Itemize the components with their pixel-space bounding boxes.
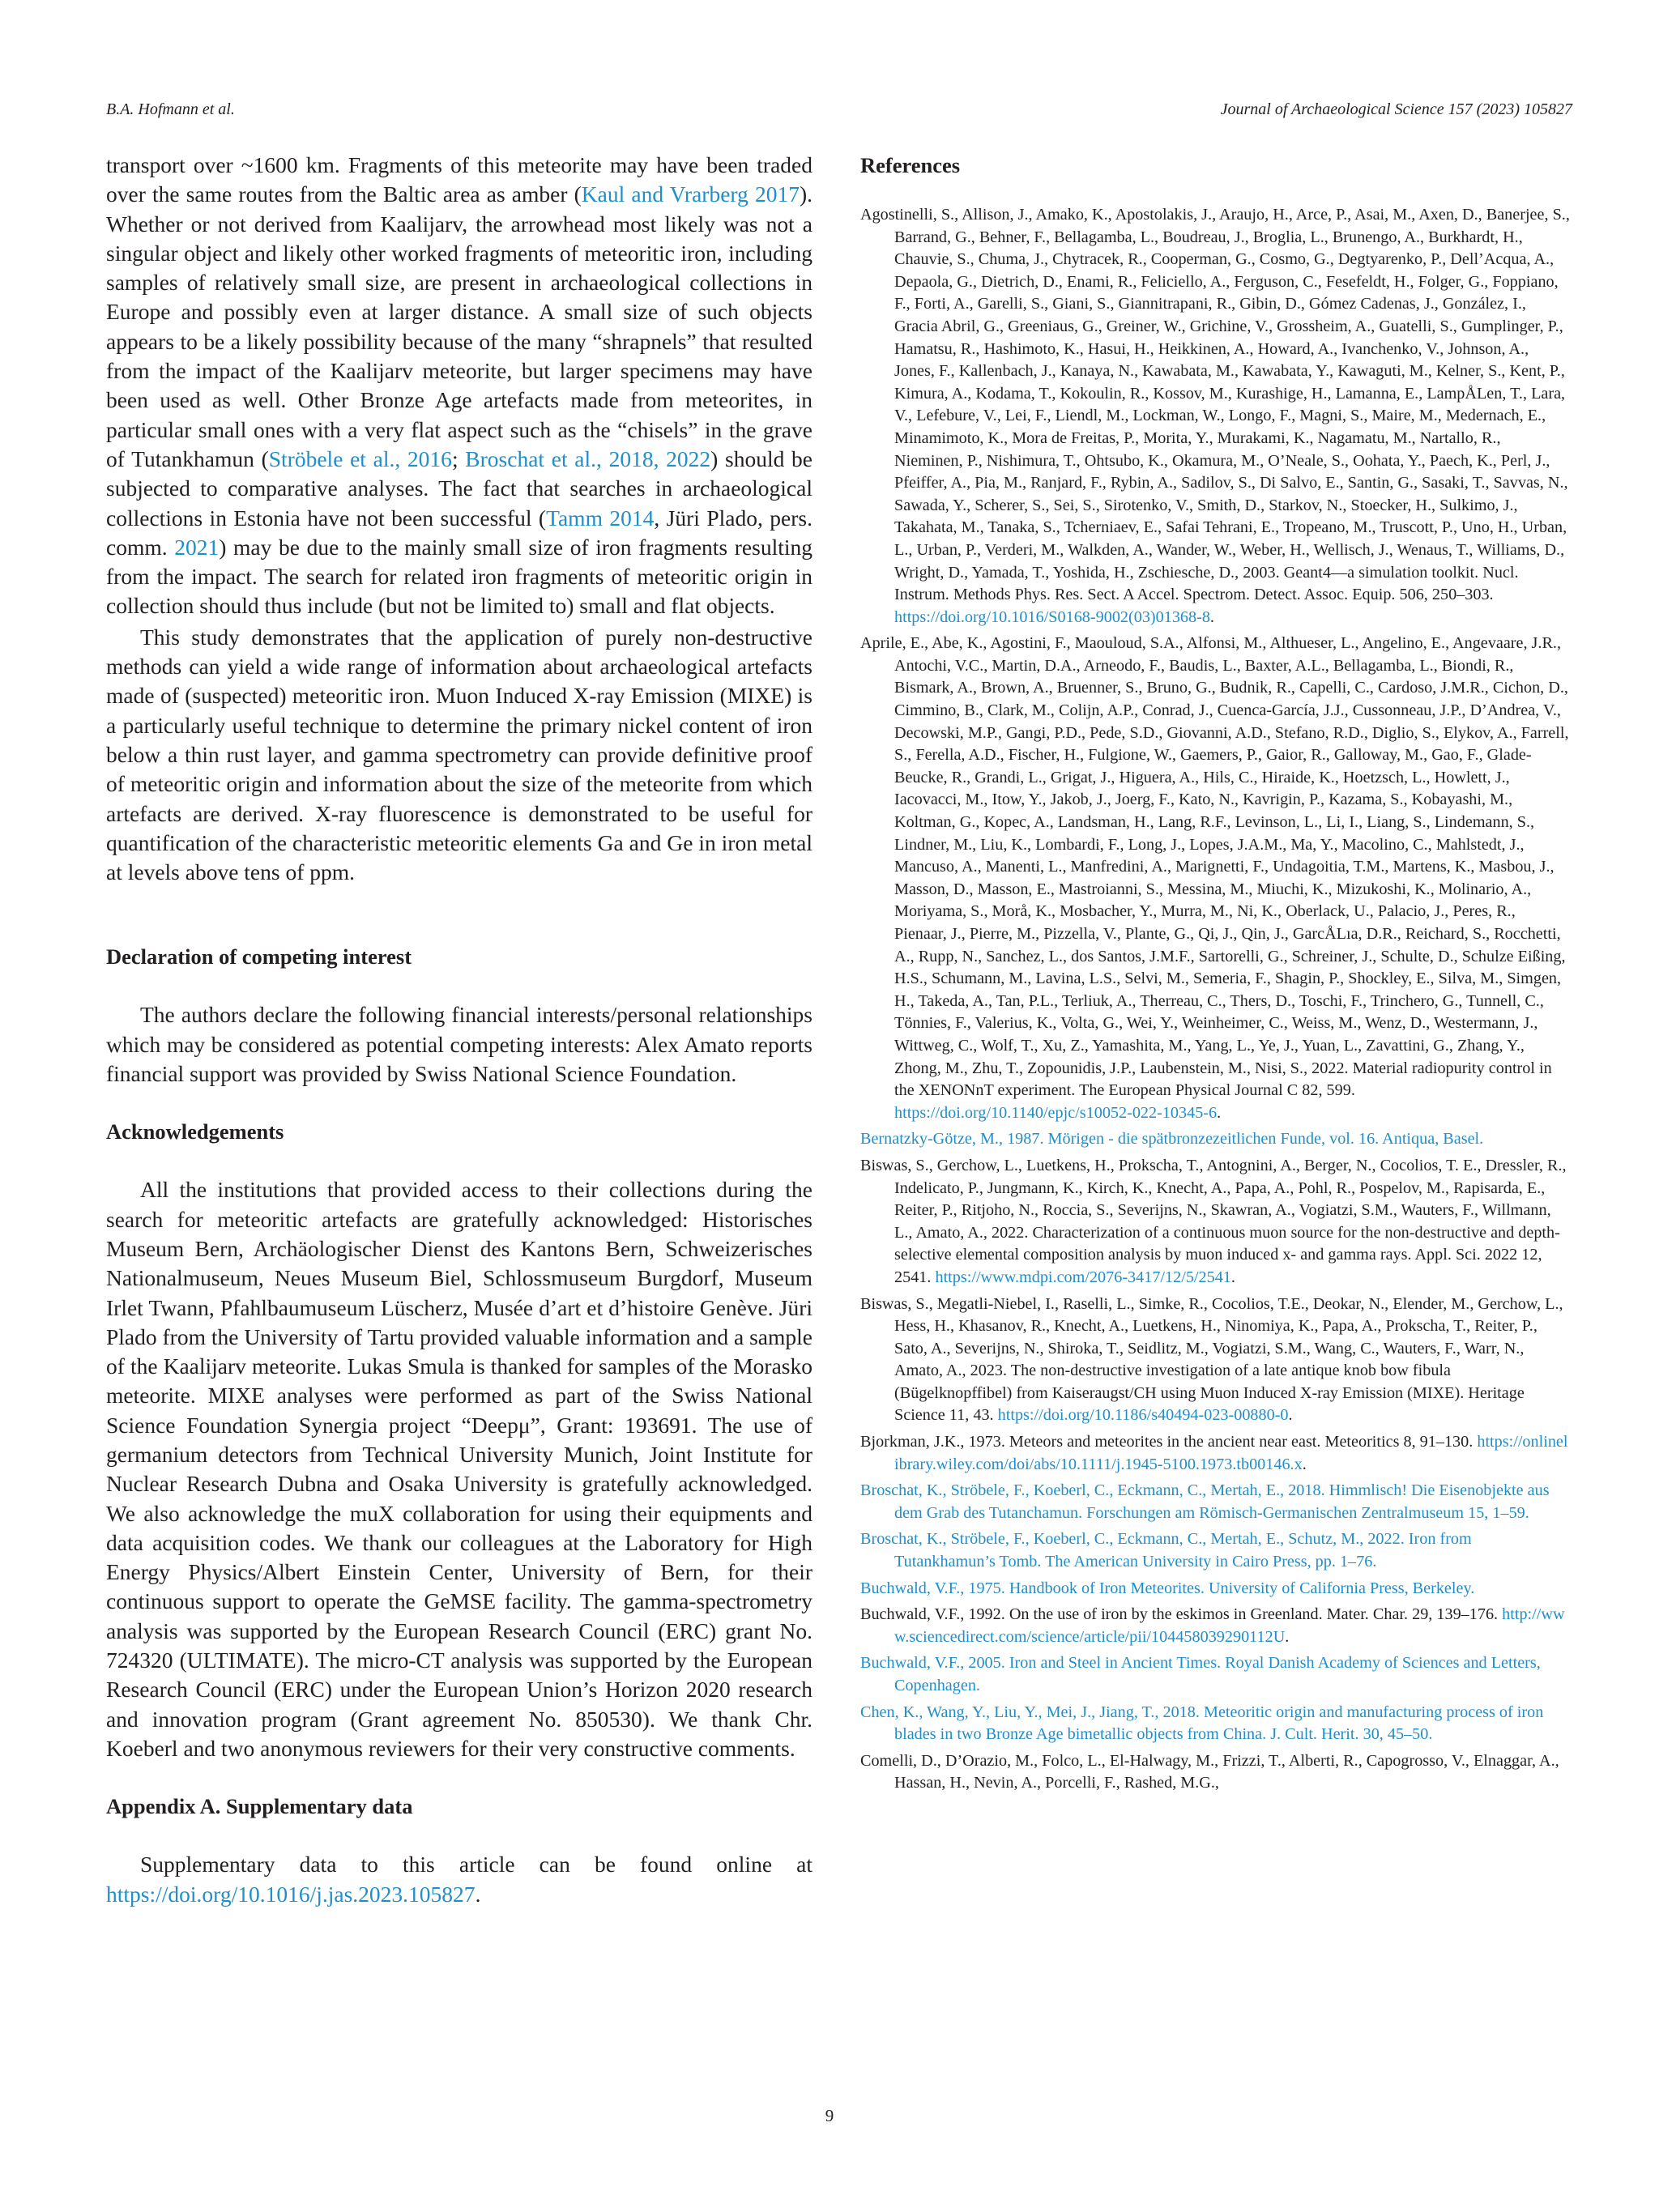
left-column	[106, 151, 812, 1909]
reference-buchwald-1975[interactable]: Buchwald, V.F., 1975. Handbook of Iron Meteorites. University of California Press, Berkeley.	[860, 1579, 1475, 1597]
reference-chen-2018[interactable]: Chen, K., Wang, Y., Liu, Y., Mei, J., Jiang, T., 2018. Meteoritic origin and manufacturing process of iron blades in two Bronze Age bimetallic objects from China. J. Cult. Herit. 30, 45–50.	[860, 1703, 1544, 1744]
reference-buchwald-2005[interactable]: Buchwald, V.F., 2005. Iron and Steel in Ancient Times. Royal Danish Academy of Sciences and Letters, Copenhagen.	[860, 1654, 1541, 1694]
citation-link-strobele[interactable]: Ströbele et al., 2016	[268, 445, 452, 471]
reference-bernatzky-1987[interactable]: Bernatzky-Götze, M., 1987. Mörigen - die spätbronzezeitlichen Funde, vol. 16. Antiqua, Basel.	[860, 1130, 1484, 1149]
paragraph-acknowledgements: All the institutions that provided access to their collections during the search for meteoritic artefacts are gratefully acknowledged: Historisches Museum Bern, Archäologischer Dienst des Kantons Bern, Schweizerisches Nationalmuseum, Neues Museum Biel, Schlossmuseum Burgdorf, Museum Irlet Twann, Pfahlbaumuseum Lüscherz, Musée d’art et d’histoire Genève. Jüri Plado from the University of Tartu provided valuable information and a sample of the Kaalijarv meteorite. Lukas Smula is thanked for samples of the Morasko meteorite. MIXE analyses were performed as part of the Swiss National Science Foundation Synergia project “Deepμ”, Grant: 193691. The use of germanium detectors from Technical University Munich, Joint Institute for Nuclear Research Dubna and Osaka University is gratefully acknowledged. We also acknowledge the muX collaboration for using their equipments and data acquisition codes. We thank our colleagues at the Laboratory for High Energy Physics/Albert Einstein Center, University of Bern, for their continuous support to operate the GeMSE facility. The gamma-spectrometry analysis was supported by the European Research Council (ERC) grant No. 724320 (ULTIMATE). The micro-CT analysis was supported by the European Research Council (ERC) under the European Union’s Horizon 2020 research and innovation program (Grant agreement No. 850530). We thank Chr. Koeberl and two anonymous reviewers for their very constructive comments.	[106, 1177, 812, 1761]
reference-buchwald-1992: Buchwald, V.F., 1992. On the use of iron by the eskimos in Greenland. Mater. Char. 29, 139–176. http://www.sciencedirect.com/science/article/pii/104458039290112U.	[860, 1605, 1565, 1646]
reference-doi-link[interactable]: https://doi.org/10.1140/epjc/s10052-022-10345-6	[894, 1103, 1218, 1122]
citation-link-kaul[interactable]: Kaul and Vrarberg 2017	[581, 181, 800, 207]
citation-link-tamm[interactable]: Tamm 2014	[546, 505, 655, 531]
reference-aprile-2022: Aprile, E., Abe, K., Agostini, F., Maouloud, S.A., Alfonsi, M., Althueser, L., Angelino, E., Angevaare, J.R., Antochi, V.C., Martin, D.A., Arneodo, F., Baudis, L., Baxter, A.L., Bellagamba, L., Biondi, R., Bismark, A., Brown, A., Bruenner, S., Bruno, G., Budnik, R., Capelli, C., Cardoso, J.M.R., Cichon, D., Cimmino, B., Clark, M., Colijn, A.P., Conrad, J., Cuenca-García, J.J., Cussonneau, J.P., D’Andrea, V., Decowski, M.P., Gangi, P.D., Pede, S.D., Giovanni, A.D., Stefano, R.D., Diglio, S., Elykov, A., Farrell, S., Ferella, A.D., Fischer, H., Fulgione, W., Gaemers, P., Gaior, R., Galloway, M., Gao, F., Glade-Beucke, R., Grandi, L., Grigat, J., Higuera, A., Hils, C., Hiraide, K., Hoetzsch, L., Howlett, J., Iacovacci, M., Itow, Y., Jakob, J., Joerg, F., Kato, N., Kavrigin, P., Kazama, S., Kobayashi, M., Koltman, G., Kopec, A., Landsman, H., Lang, R.F., Levinson, L., Li, I., Liang, S., Lindemann, S., Lindner, M., Liu, K., Lombardi, F., Long, J., Lopes, J.A.M., Ma, Y., Macolino, C., Mahlstedt, J., Mancuso, A., Manenti, L., Manfredini, A., Marignetti, F., Undagoitia, T.M., Martens, K., Masbou, J., Masson, D., Masson, E., Mastroianni, S., Messina, M., Miuchi, K., Mizukoshi, K., Molinario, A., Moriyama, S., Morå, K., Mosbacher, Y., Murra, M., Ni, K., Oberlack, U., Palacio, J., Peres, R., Pienaar, J., Pierre, M., Pizzella, V., Plante, G., Qi, J., Qin, J., GarcÅLıa, D.R., Reichard, S., Rocchetti, A., Rupp, N., Sanchez, L., dos Santos, J.M.F., Sartorelli, G., Schreiner, J., Schulte, D., Schulze Eißing, H.S., Schumann, M., Lavina, L.S., Selvi, M., Semeria, F., Shagin, P., Shockley, E., Silva, M., Simgen, H., Takeda, A., Tan, P.L., Terliuk, A., Therreau, C., Thers, D., Toschi, F., Trinchero, G., Tunnell, C., Tönnies, F., Valerius, K., Volta, G., Wei, Y., Weinheimer, C., Weiss, M., Wenz, D., Westermann, J., Wittweg, C., Wolf, T., Xu, Z., Yamashita, M., Yang, L., Ye, J., Yuan, L., Zavattini, G., Zhang, Y., Zhong, M., Zhu, T., Zopounidis, J.P., Laubenstein, M., Nisi, S., 2022. Material radiopurity control in the XENONnT experiment. The European Physical Journal C 82, 599. https://doi.org/10.1140/epjc/s10052-022-10345-6.	[860, 634, 1569, 1122]
running-header-authors: B.A. Hofmann et al.	[106, 100, 235, 118]
supplementary-data-link[interactable]: https://doi.org/10.1016/j.jas.2023.105827	[106, 1881, 476, 1907]
references-heading: References	[860, 153, 961, 177]
reference-comelli: Comelli, D., D’Orazio, M., Folco, L., El-Halwagy, M., Frizzi, T., Alberti, R., Capogrosso, V., Elnaggar, A., Hassan, H., Nevin, A., Porcelli, F., Rashed, M.G.,	[860, 1751, 1559, 1792]
page-number: 9	[825, 2106, 834, 2125]
reference-biswas-2022: Biswas, S., Gerchow, L., Luetkens, H., Prokscha, T., Antognini, A., Berger, N., Cocolios, T. E., Dressler, R., Indelicato, P., Jungmann, K., Kirch, K., Knecht, A., Papa, A., Pohl, R., Pospelov, M., Rapisarda, E., Reiter, P., Ritjoho, N., Roccia, S., Severijns, N., Skawran, A., Vogiatzi, S.M., Wauters, F., Willmann, L., Amato, A., 2022. Characterization of a continuous muon source for the non-destructive and depth-selective elemental composition analysis by muon induced x- and gamma rays. Appl. Sci. 2022 12, 2541. https://www.mdpi.com/2076-3417/12/5/2541.	[860, 1156, 1567, 1286]
reference-biswas-2023: Biswas, S., Megatli-Niebel, I., Raselli, L., Simke, R., Cocolios, T.E., Deokar, N., Elender, M., Gerchow, L., Hess, H., Khasanov, R., Knecht, A., Luetkens, H., Ninomiya, K., Papa, A., Prokscha, T., Reiter, P., Sato, A., Severijns, N., Shiroka, T., Seidlitz, M., Vogiatzi, S.M., Wang, C., Wauters, F., Warr, N., Amato, A., 2023. The non-destructive investigation of a late antique knob bow fibula (Bügelknopffibel) from Kaiseraugst/CH using Muon Induced X-ray Emission (MIXE). Heritage Science 11, 43. https://doi.org/10.1186/s40494-023-00880-0.	[860, 1294, 1563, 1425]
reference-doi-link[interactable]: https://doi.org/10.1016/S0168-9002(03)01368-8	[894, 607, 1210, 626]
heading-appendix: Appendix A. Supplementary data	[106, 1794, 413, 1819]
reference-doi-link[interactable]: http://www.sciencedirect.com/science/article/pii/104458039290112U	[894, 1605, 1565, 1646]
reference-doi-link[interactable]: https://onlinelibrary.wiley.com/doi/abs/10.1111/j.1945-5100.1973.tb00146.x	[894, 1433, 1568, 1473]
paragraph-competing-interest: The authors declare the following financial interests/personal relationships which may be considered as potential competing interests: Alex Amato reports financial support was provided by Swiss National Science Foundation.	[106, 1002, 812, 1087]
paragraph-appendix: Supplementary data to this article can be found online at https://doi.org/10.1016/j.jas.2023.105827.	[106, 1852, 812, 1907]
reference-doi-link[interactable]: https://www.mdpi.com/2076-3417/12/5/2541	[935, 1268, 1231, 1286]
citation-link-broschat[interactable]: Broschat et al., 2018, 2022	[465, 445, 711, 471]
reference-broschat-2022[interactable]: Broschat, K., Ströbele, F., Koeberl, C., Eckmann, C., Mertah, E., Schutz, M., 2022. Iron from Tutankhamun’s Tomb. The American University in Cairo Press, pp. 1–76.	[860, 1530, 1472, 1571]
references-column	[860, 151, 1570, 1799]
citation-link-2021[interactable]: 2021	[174, 534, 220, 560]
reference-bjorkman-1973: Bjorkman, J.K., 1973. Meteors and meteorites in the ancient near east. Meteoritics 8, 91–130. https://onlinelibrary.wiley.com/doi/abs/10.1111/j.1945-5100.1973.tb00146.x.	[860, 1433, 1568, 1473]
reference-doi-link[interactable]: https://doi.org/10.1186/s40494-023-00880-0	[997, 1406, 1289, 1425]
paragraph-conclusion: This study demonstrates that the application of purely non-destructive methods can yield a wide range of information about archaeological artefacts made of (suspected) meteoritic iron. Muon Induced X-ray Emission (MIXE) is a particularly useful technique to determine the primary nickel content of iron below a thin rust layer, and gamma spectrometry can provide definitive proof of meteoritic origin and information about the size of the meteorite from which artefacts are derived. X-ray fluorescence is demonstrated to be useful for quantification of the characteristic meteoritic elements Ga and Ge in iron metal at levels above tens of ppm.	[106, 624, 812, 885]
reference-agostinelli-2003: Agostinelli, S., Allison, J., Amako, K., Apostolakis, J., Araujo, H., Arce, P., Asai, M., Axen, D., Banerjee, S., Barrand, G., Behner, F., Bellagamba, L., Boudreau, J., Broglia, L., Brunengo, A., Burkhardt, H., Chauvie, S., Chuma, J., Chytracek, R., Cooperman, G., Cosmo, G., Degtyarenko, P., Dell’Acqua, A., Depaola, G., Dietrich, D., Enami, R., Feliciello, A., Ferguson, C., Fesefeldt, H., Folger, G., Foppiano, F., Forti, A., Garelli, S., Giani, S., Giannitrapani, R., Gibin, D., Gómez Cadenas, J., González, I., Gracia Abril, G., Greeniaus, G., Greiner, W., Grichine, V., Grossheim, A., Guatelli, S., Gumplinger, P., Hamatsu, R., Hashimoto, K., Hasui, H., Heikkinen, A., Howard, A., Ivanchenko, V., Johnson, A., Jones, F., Kallenbach, J., Kanaya, N., Kawabata, M., Kawabata, Y., Kawaguti, M., Kelner, S., Kent, P., Kimura, A., Kodama, T., Kokoulin, R., Kossov, M., Kurashige, H., Lamanna, E., LampÅLen, T., Lara, V., Lefebure, V., Lei, F., Liendl, M., Lockman, W., Longo, F., Magni, S., Maire, M., Medernach, E., Minamimoto, K., Mora de Freitas, P., Morita, Y., Murakami, K., Nagamatu, M., Nartallo, R., Nieminen, P., Nishimura, T., Ohtsubo, K., Okamura, M., O’Neale, S., Oohata, Y., Paech, K., Perl, J., Pfeiffer, A., Pia, M., Ranjard, F., Rybin, A., Sadilov, S., Di Salvo, E., Santin, G., Sasaki, T., Savvas, N., Sawada, Y., Scherer, S., Sei, S., Sirotenko, V., Smith, D., Starkov, N., Stoecker, H., Sulkimo, J., Takahata, M., Tanaka, S., Tcherniaev, E., Safai Tehrani, E., Tropeano, M., Truscott, P., Uno, H., Urban, L., Urban, P., Verderi, M., Walkden, A., Wander, W., Weber, H., Wellisch, J., Wenaus, T., Williams, D., Wright, D., Yamada, T., Yoshida, H., Zschiesche, D., 2003. Geant4—a simulation toolkit. Nucl. Instrum. Methods Phys. Res. Sect. A Accel. Spectrom. Detect. Assoc. Equip. 506, 250–303. https://doi.org/10.1016/S0168-9002(03)01368-8.	[860, 206, 1570, 626]
reference-broschat-2018[interactable]: Broschat, K., Ströbele, F., Koeberl, C., Eckmann, C., Mertah, E., 2018. Himmlisch! Die Eisenobjekte aus dem Grab des Tutanchamun. Forschungen am Römisch-Germanischen Zentralmuseum 15, 1–59.	[860, 1481, 1550, 1522]
heading-competing-interest: Declaration of competing interest	[106, 944, 412, 970]
running-header-journal: Journal of Archaeological Science 157 (2023) 105827	[1220, 100, 1572, 118]
heading-acknowledgements: Acknowledgements	[106, 1119, 284, 1144]
paragraph-continuation: transport over ~1600 km. Fragments of this meteorite may have been traded over the same routes from the Baltic area as amber (Kaul and Vrarberg 2017). Whether or not derived from Kaalijarv, the arrowhead most likely was not a singular object and likely other worked fragments of meteoritic iron, including samples of relatively small size, are present in archaeological collections in Europe and possibly even at larger distance. A small size of such objects appears to be a likely possibility because of the many “shrapnels” that resulted from the impact of the Kaalijarv meteorite, but larger specimens may have been used as well. Other Bronze Age artefacts made from meteorites, in particular small ones with a very flat aspect such as the “chisels” in the grave of Tutankhamun (Ströbele et al., 2016; Broschat et al., 2018, 2022) should be subjected to comparative analyses. The fact that searches in archaeological collections in Estonia have not been successful (Tamm 2014, Jüri Plado, pers. comm. 2021) may be due to the mainly small size of iron fragments resulting from the impact. The search for related iron fragments of meteoritic origin in collection should thus include (but not be limited to) small and flat objects.	[106, 152, 813, 619]
